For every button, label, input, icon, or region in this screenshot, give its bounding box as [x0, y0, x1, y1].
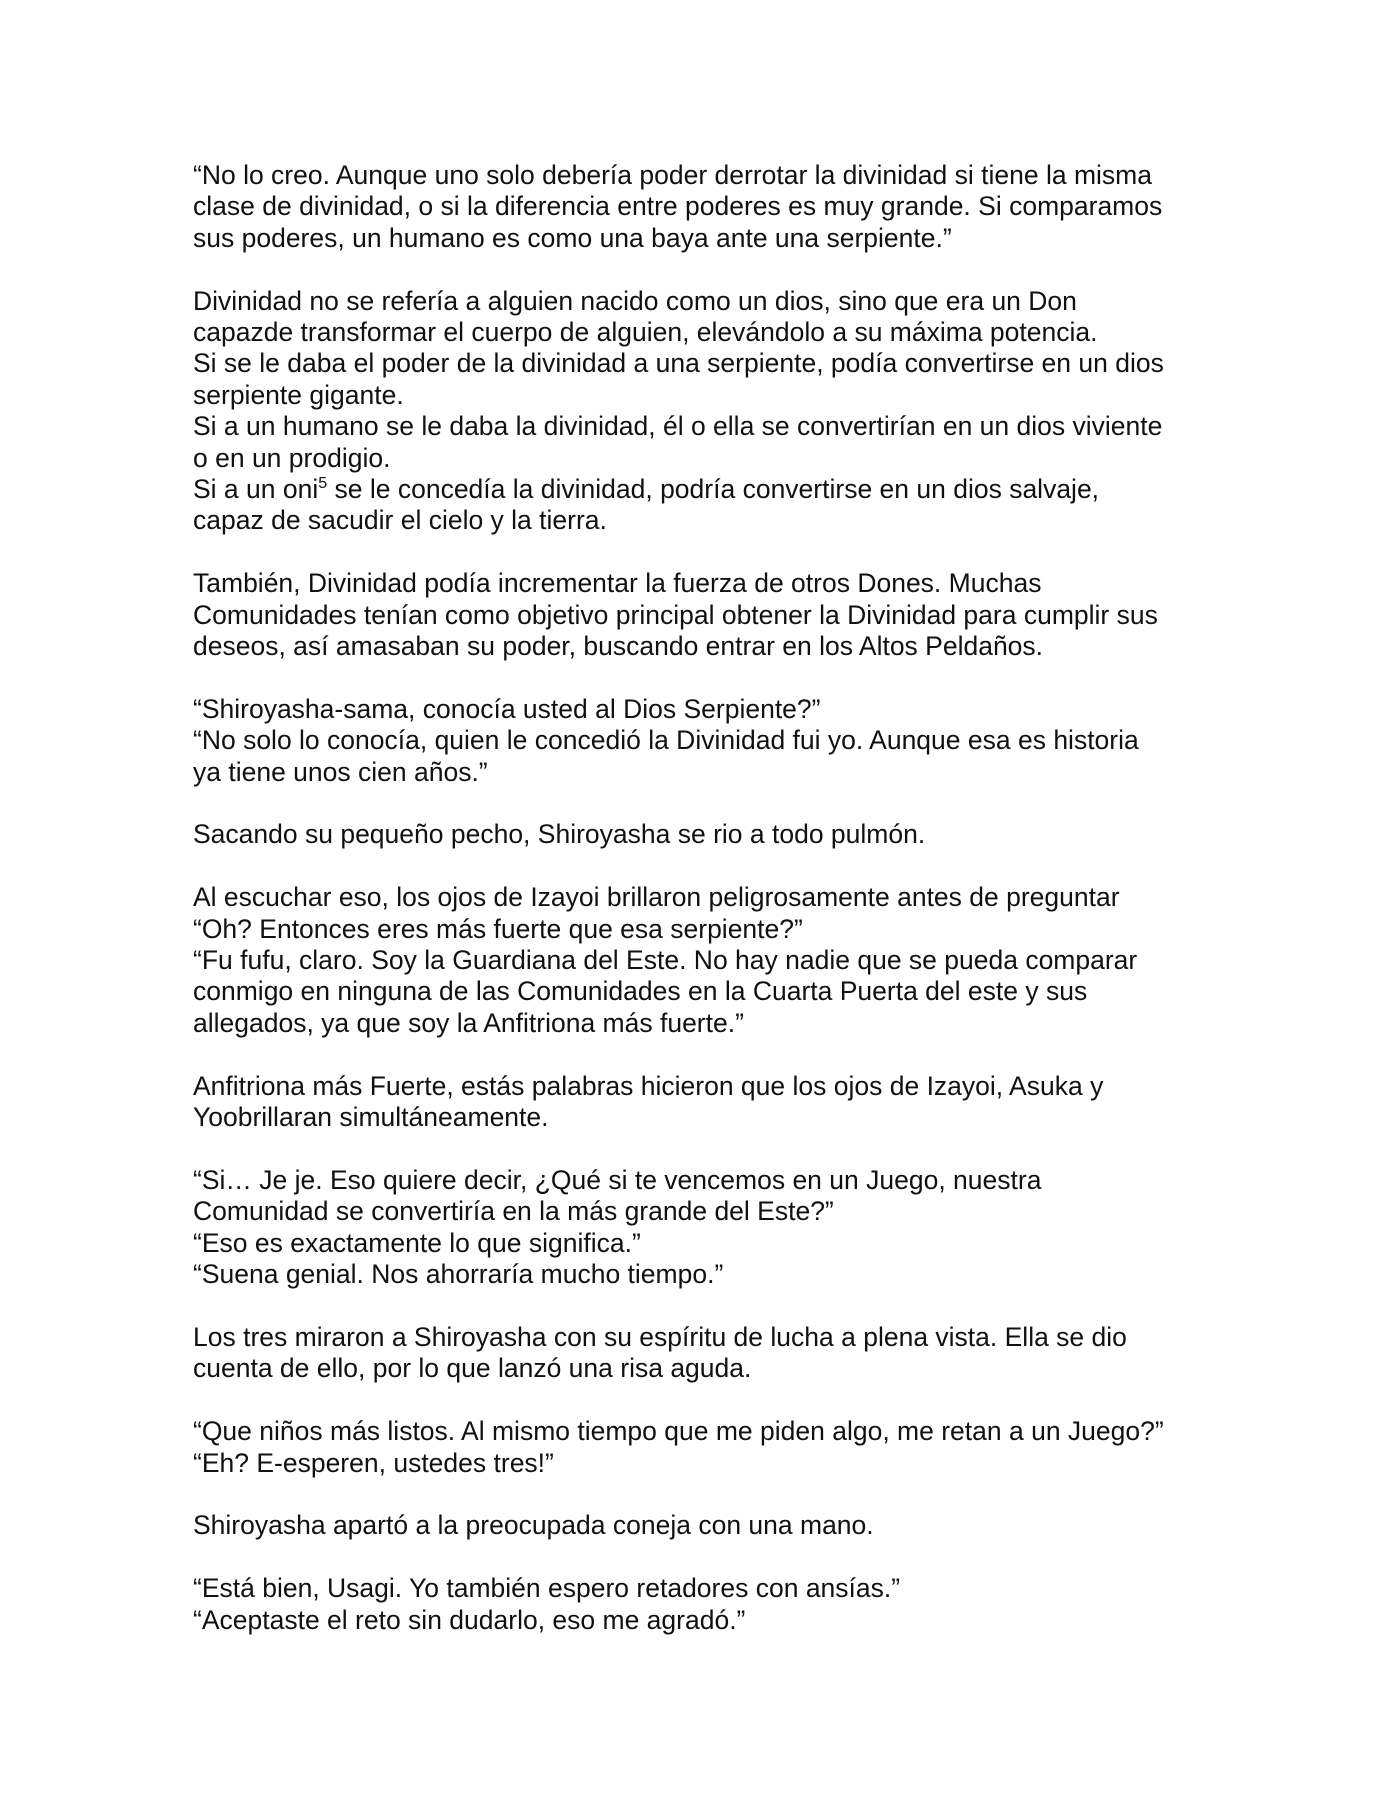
oni-line-start: Si a un oni — [193, 474, 319, 505]
text-line: “Fu fufu, claro. Soy la Guardiana del Este. No hay nadie que se pueda comparar — [193, 945, 1138, 976]
text-line: Divinidad no se refería a alguien nacido como un dios, sino que era un Don — [193, 285, 1077, 316]
text-line: conmigo en ninguna de las Comunidades en la Cuarta Puerta del este y sus — [193, 976, 1088, 1007]
paragraph — [193, 1416, 1213, 1479]
text-line: Si a un humano se le daba la divinidad, él o ella se convertirían en un dios viviente — [193, 411, 1163, 442]
text-line: “Que niños más listos. Al mismo tiempo que me piden algo, me retan a un Juego?” — [193, 1416, 1164, 1447]
text-line: clase de divinidad, o si la diferencia entre poderes es muy grande. Si comparamos — [193, 191, 1163, 222]
text-line-with-footnote — [193, 474, 1213, 505]
paragraph — [193, 1071, 1213, 1134]
paragraph — [193, 160, 1213, 254]
text-line: capaz de sacudir el cielo y la tierra. — [193, 505, 607, 536]
paragraph — [193, 694, 1213, 788]
text-line: “Suena genial. Nos ahorraría mucho tiempo.” — [193, 1259, 724, 1290]
text-line: Shiroyasha apartó a la preocupada coneja con una mano. — [193, 1510, 874, 1541]
text-line: sus poderes, un humano es como una baya ante una serpiente.” — [193, 222, 952, 253]
text-line: Si se le daba el poder de la divinidad a una serpiente, podía convertirse en un dios — [193, 348, 1164, 379]
paragraph — [193, 1573, 1213, 1636]
text-line: “No solo lo conocía, quien le concedió la Divinidad fui yo. Aunque esa es historia — [193, 725, 1139, 756]
footnote-mark: 5 — [318, 475, 328, 493]
oni-line-end: se le concedía la divinidad, podría convertirse en un dios salvaje, — [327, 474, 1100, 505]
paragraph — [193, 568, 1213, 662]
document-body — [193, 160, 1213, 1667]
paragraph — [193, 1510, 1213, 1541]
text-line: o en un prodigio. — [193, 442, 391, 473]
paragraph — [193, 819, 1213, 850]
text-line: “Oh? Entonces eres más fuerte que esa serpiente?” — [193, 913, 803, 944]
text-line: También, Divinidad podía incrementar la fuerza de otros Dones. Muchas — [193, 568, 1042, 599]
paragraph — [193, 1165, 1213, 1291]
text-line: Los tres miraron a Shiroyasha con su espíritu de lucha a plena vista. Ella se dio — [193, 1321, 1127, 1352]
text-line: “Eso es exactamente lo que significa.” — [193, 1227, 641, 1258]
text-line: “Está bien, Usagi. Yo también espero retadores con ansías.” — [193, 1573, 901, 1604]
text-line: “Eh? E-esperen, ustedes tres!” — [193, 1447, 554, 1478]
text-line: “No lo creo. Aunque uno solo debería poder derrotar la divinidad si tiene la misma — [193, 160, 1152, 190]
text-line: Comunidad se convertiría en la más grande del Este?” — [193, 1196, 834, 1227]
paragraph — [193, 882, 1213, 1039]
text-line: “Shiroyasha-sama, conocía usted al Dios Serpiente?” — [193, 693, 821, 724]
text-line: capazde transformar el cuerpo de alguien, elevándolo a su máxima potencia. — [193, 317, 1098, 348]
text-line: Comunidades tenían como objetivo principal obtener la Divinidad para cumplir sus — [193, 599, 1158, 630]
text-line: Sacando su pequeño pecho, Shiroyasha se rio a todo pulmón. — [193, 819, 926, 850]
text-line: cuenta de ello, por lo que lanzó una risa aguda. — [193, 1353, 752, 1384]
text-line: deseos, así amasaban su poder, buscando entrar en los Altos Peldaños. — [193, 631, 1044, 662]
text-line: serpiente gigante. — [193, 379, 404, 410]
text-line: Yoobrillaran simultáneamente. — [193, 1102, 549, 1133]
text-line: Anfitriona más Fuerte, estás palabras hicieron que los ojos de Izayoi, Asuka y — [193, 1070, 1104, 1101]
text-line: ya tiene unos cien años.” — [193, 756, 488, 787]
text-line: “Aceptaste el reto sin dudarlo, eso me agradó.” — [193, 1604, 746, 1635]
paragraph — [193, 1322, 1213, 1385]
paragraph — [193, 286, 1213, 537]
text-line: Al escuchar eso, los ojos de Izayoi brillaron peligrosamente antes de preguntar — [193, 882, 1120, 913]
text-line: allegados, ya que soy la Anfitriona más fuerte.” — [193, 1007, 744, 1038]
text-line: “Si… Je je. Eso quiere decir, ¿Qué si te vencemos en un Juego, nuestra — [193, 1164, 1042, 1195]
